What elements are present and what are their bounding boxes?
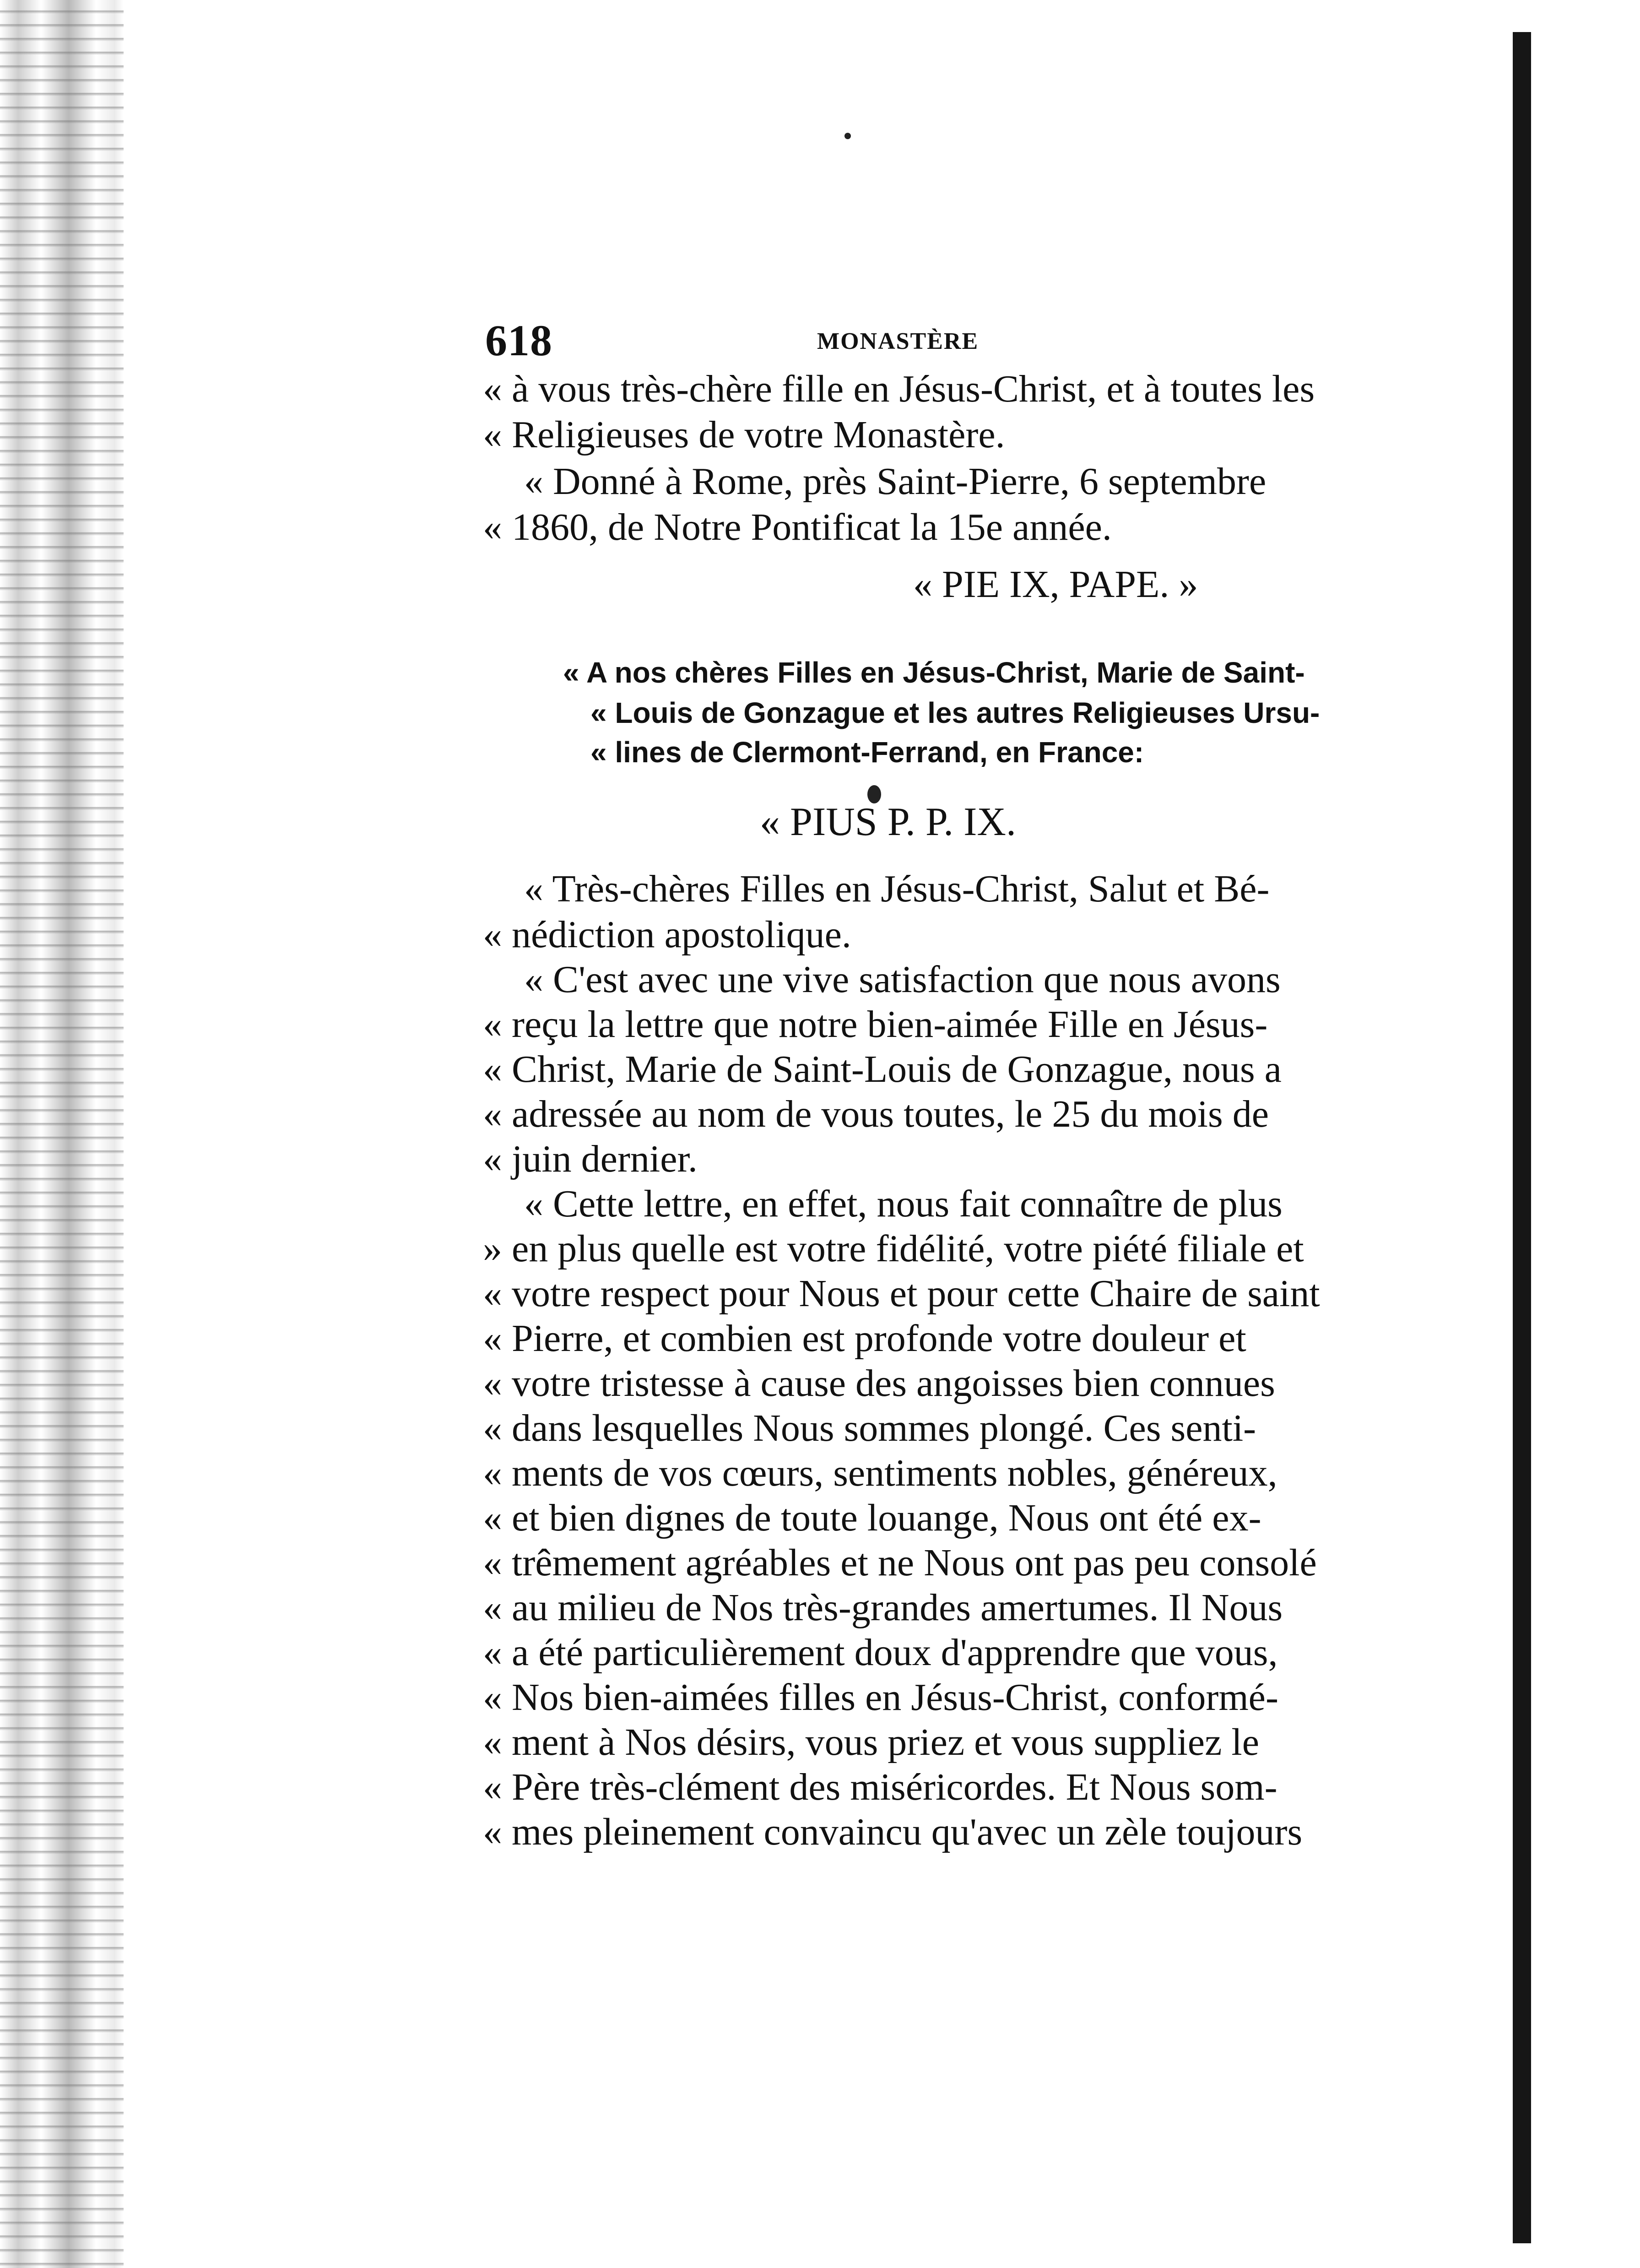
text-line: « a été particulièrement doux d'apprendre que vous, [483,1631,1278,1674]
text-line: « votre tristesse à cause des angoisses bien connues [483,1362,1275,1405]
text-line: « Religieuses de votre Monastère. [483,413,1005,456]
text-line: « Très-chères Filles en Jésus-Christ, Salut et Bé- [524,868,1270,910]
text-line: « Nos bien-aimées filles en Jésus-Christ, conformé- [483,1676,1278,1719]
page-number: 618 [485,316,552,365]
text-line: « trêmement agréables et ne Nous ont pas peu consolé [483,1541,1317,1584]
text-line: « à vous très-chère fille en Jésus-Christ, et à toutes les [483,368,1315,410]
text-line: » en plus quelle est votre fidélité, votre piété filiale et [483,1227,1304,1270]
pius-heading: « PIUS P. P. IX. [760,800,1016,844]
text-line: « juin dernier. [483,1138,698,1180]
scan-left-edge [0,0,124,2268]
text-line: « ment à Nos désirs, vous priez et vous suppliez le [483,1721,1259,1763]
text-line: « au milieu de Nos très-grandes amertumes. Il Nous [483,1586,1283,1629]
text-line: « adressée au nom de vous toutes, le 25 du mois de [483,1093,1269,1135]
text-line: « mes pleinement convaincu qu'avec un zèle toujours [483,1811,1303,1853]
address-line: « A nos chères Filles en Jésus-Christ, Marie de Saint- [563,656,1305,689]
address-line: « lines de Clermont-Ferrand, en France: [590,736,1144,769]
text-line: « reçu la lettre que notre bien-aimée Fille en Jésus- [483,1003,1268,1046]
text-line: « C'est avec une vive satisfaction que nous avons [524,958,1281,1001]
ink-speck [844,133,851,139]
text-line: « nédiction apostolique. [483,913,851,956]
text-line: « Pierre, et combien est profonde votre douleur et [483,1317,1246,1360]
address-line: « Louis de Gonzague et les autres Religieuses Ursu- [590,696,1320,729]
text-line: « 1860, de Notre Pontificat la 15e année. [483,506,1112,548]
scan-right-edge [1513,32,1531,2243]
text-line: « Cette lettre, en effet, nous fait connaître de plus [524,1183,1283,1225]
signature-pie-ix: « PIE IX, PAPE. » [913,563,1198,606]
running-title: MONASTÈRE [817,328,979,354]
text-line: « et bien dignes de toute louange, Nous ont été ex- [483,1497,1261,1539]
text-line: « votre respect pour Nous et pour cette Chaire de saint [483,1272,1320,1315]
text-line: « Donné à Rome, près Saint-Pierre, 6 septembre [524,460,1267,503]
text-line: « dans lesquelles Nous sommes plongé. Ces senti- [483,1407,1256,1449]
text-line: « Christ, Marie de Saint-Louis de Gonzague, nous a [483,1048,1282,1091]
text-line: « Père très-clément des miséricordes. Et Nous som- [483,1766,1277,1808]
text-line: « ments de vos cœurs, sentiments nobles, généreux, [483,1452,1277,1494]
